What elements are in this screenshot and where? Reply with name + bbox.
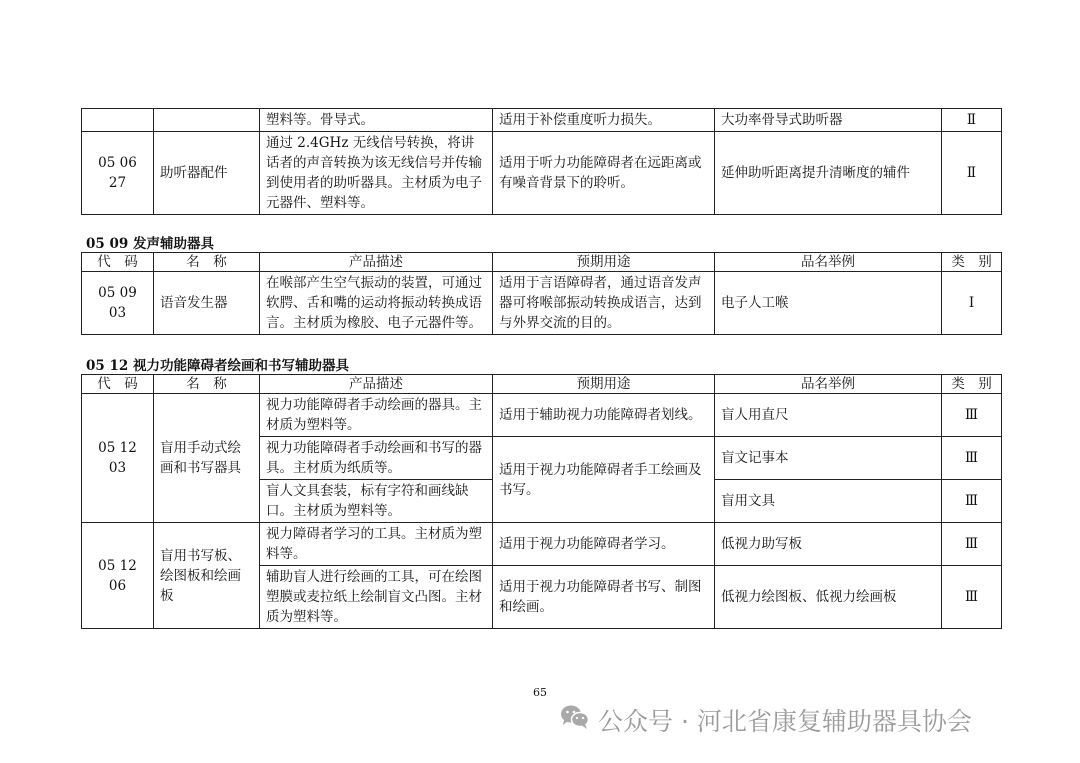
code: 05 12 06 <box>82 523 154 629</box>
intended-use: 适用于听力功能障碍者在远距离或有噪音背景下的聆听。 <box>493 132 715 215</box>
product-description: 在喉部产生空气振动的装置，可通过软腭、舌和嘴的运动将振动转换成语言。主材质为橡胶、电子元器件等。 <box>260 272 493 335</box>
product-description: 塑料等。骨导式。 <box>260 109 493 132</box>
table-visual-drawing-writing <box>81 374 1002 629</box>
product-description: 通过 2.4GHz 无线信号转换，将讲话者的声音转换为该无线信号并传输到使用者的助听器具。主材质为电子元器件、塑料等。 <box>260 132 493 215</box>
product-name: 盲用手动式绘画和书写器具 <box>154 394 260 523</box>
category: Ⅱ <box>942 132 1002 215</box>
product-example: 盲文记事本 <box>715 437 942 480</box>
wechat-icon <box>560 704 590 736</box>
intended-use: 适用于视力功能障碍者手工绘画及书写。 <box>493 437 715 523</box>
table-row <box>82 394 1002 437</box>
product-description: 视力功能障碍者手动绘画的器具。主材质为塑料等。 <box>260 394 493 437</box>
category: Ⅲ <box>942 437 1002 480</box>
intended-use: 适用于视力功能障碍者书写、制图和绘画。 <box>493 566 715 629</box>
product-example: 盲人用直尺 <box>715 394 942 437</box>
intended-use: 适用于视力功能障碍者学习。 <box>493 523 715 566</box>
product-description: 辅助盲人进行绘画的工具，可在绘图塑膜或麦拉纸上绘制盲文凸图。主材质为塑料等。 <box>260 566 493 629</box>
code: 05 06 27 <box>82 132 154 215</box>
table-row <box>82 523 1002 566</box>
product-example: 大功率骨导式助听器 <box>715 109 942 132</box>
product-example: 延伸助听距离提升清晰度的辅件 <box>715 132 942 215</box>
table-header: 代 码 名 称 产品描述 预期用途 品名举例 类 别 <box>82 253 1002 272</box>
intended-use: 适用于辅助视力功能障碍者划线。 <box>493 394 715 437</box>
category: Ⅲ <box>942 480 1002 523</box>
product-name: 助听器配件 <box>154 132 260 215</box>
table-row <box>82 272 1002 335</box>
watermark-text: 公众号 · 河北省康复辅助器具协会 <box>598 707 972 736</box>
product-example: 盲用文具 <box>715 480 942 523</box>
table-voice-devices <box>81 252 1002 335</box>
product-name: 语音发生器 <box>154 272 260 335</box>
table-hearing-aids <box>81 108 1002 215</box>
table-header: 代 码 名 称 产品描述 预期用途 品名举例 类 别 <box>82 375 1002 394</box>
category: Ⅲ <box>942 394 1002 437</box>
section-title: 05 12 视力功能障碍者绘画和书写辅助器具 <box>86 358 349 374</box>
category: Ⅰ <box>942 272 1002 335</box>
product-example: 电子人工喉 <box>715 272 942 335</box>
product-description: 视力障碍者学习的工具。主材质为塑料等。 <box>260 523 493 566</box>
table-row <box>82 132 1002 215</box>
category: Ⅲ <box>942 523 1002 566</box>
page-number: 65 <box>533 686 547 699</box>
product-description: 视力功能障碍者手动绘画和书写的器具。主材质为纸质等。 <box>260 437 493 480</box>
watermark <box>560 702 972 738</box>
table-row <box>82 109 1002 132</box>
intended-use: 适用于补偿重度听力损失。 <box>493 109 715 132</box>
code: 05 09 03 <box>82 272 154 335</box>
category: Ⅱ <box>942 109 1002 132</box>
section-title: 05 09 发声辅助器具 <box>86 236 214 252</box>
product-example: 低视力绘图板、低视力绘画板 <box>715 566 942 629</box>
product-description: 盲人文具套装，标有字符和画线缺口。主材质为塑料等。 <box>260 480 493 523</box>
product-example: 低视力助写板 <box>715 523 942 566</box>
product-name: 盲用书写板、绘图板和绘画板 <box>154 523 260 629</box>
category: Ⅲ <box>942 566 1002 629</box>
intended-use: 适用于言语障碍者，通过语音发声器可将喉部振动转换成语言，达到与外界交流的目的。 <box>493 272 715 335</box>
code: 05 12 03 <box>82 394 154 523</box>
